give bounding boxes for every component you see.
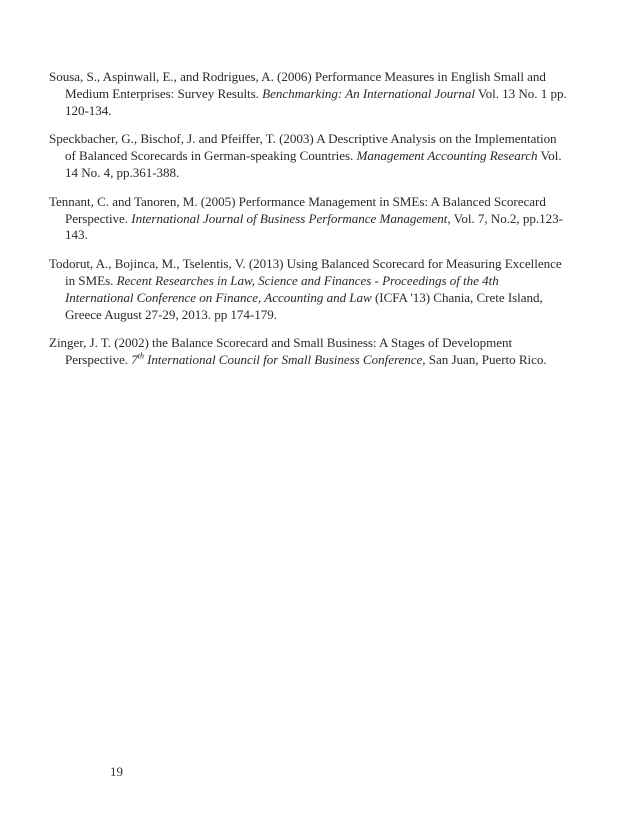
reference-details: (ICFA '13) Chania, Crete Island, Greece August 27-29, 2013. pp 174-179.	[65, 289, 543, 322]
reference-entry	[49, 256, 569, 323]
reference-details: Vol. 7, No.2, pp.123-143.	[65, 210, 563, 243]
reference-entry	[49, 69, 569, 119]
journal-title: Benchmarking: An International Journal	[262, 85, 475, 101]
reference-details: Vol. 13 No. 1 pp. 120-134.	[65, 85, 567, 118]
reference-details: San Juan, Puerto Rico.	[425, 352, 547, 368]
reference-entry	[49, 194, 569, 244]
reference-text: Todorut, A., Bojinca, M., Tselentis, V. (2013) Using Balanced Scorecard for Measuring Excellence in SMEs.	[49, 256, 562, 288]
reference-text: Tennant, C. and Tanoren, M. (2005) Performance Management in SMEs: A Balanced Scorecard Perspective.	[49, 193, 546, 226]
reference-entry	[49, 335, 569, 369]
ordinal-number: 7	[131, 352, 138, 368]
journal-title: International Journal of Business Performance Management,	[131, 210, 451, 226]
page-number: 19	[110, 764, 123, 779]
reference-text: Zinger, J. T. (2002) the Balance Scorecard and Small Business: A Stages of Development Perspective.	[49, 335, 513, 368]
journal-title: Management Accounting Research	[356, 148, 538, 164]
proceedings-title: Recent Researches in Law, Science and Finances - Proceedings of the 4th International Conference on Finance, Accounting and Law	[65, 272, 499, 305]
ordinal-suffix: th	[137, 351, 144, 361]
reference-text: Sousa, S., Aspinwall, E., and Rodrigues, A. (2006) Performance Measures in English Small and Medium Enterprises: Survey Results.	[49, 69, 546, 101]
reference-text: Speckbacher, G., Bischof, J. and Pfeiffer, T. (2003) A Descriptive Analysis on the Implementation of Balanced Scorecards in German-speaking Countries.	[49, 131, 557, 164]
reference-entry	[49, 131, 569, 181]
conference-title	[131, 352, 425, 367]
reference-list	[49, 69, 569, 381]
reference-details: Vol. 14 No. 4, pp.361-388.	[65, 148, 562, 180]
conference-name: International Council for Small Business Conference,	[143, 352, 426, 368]
